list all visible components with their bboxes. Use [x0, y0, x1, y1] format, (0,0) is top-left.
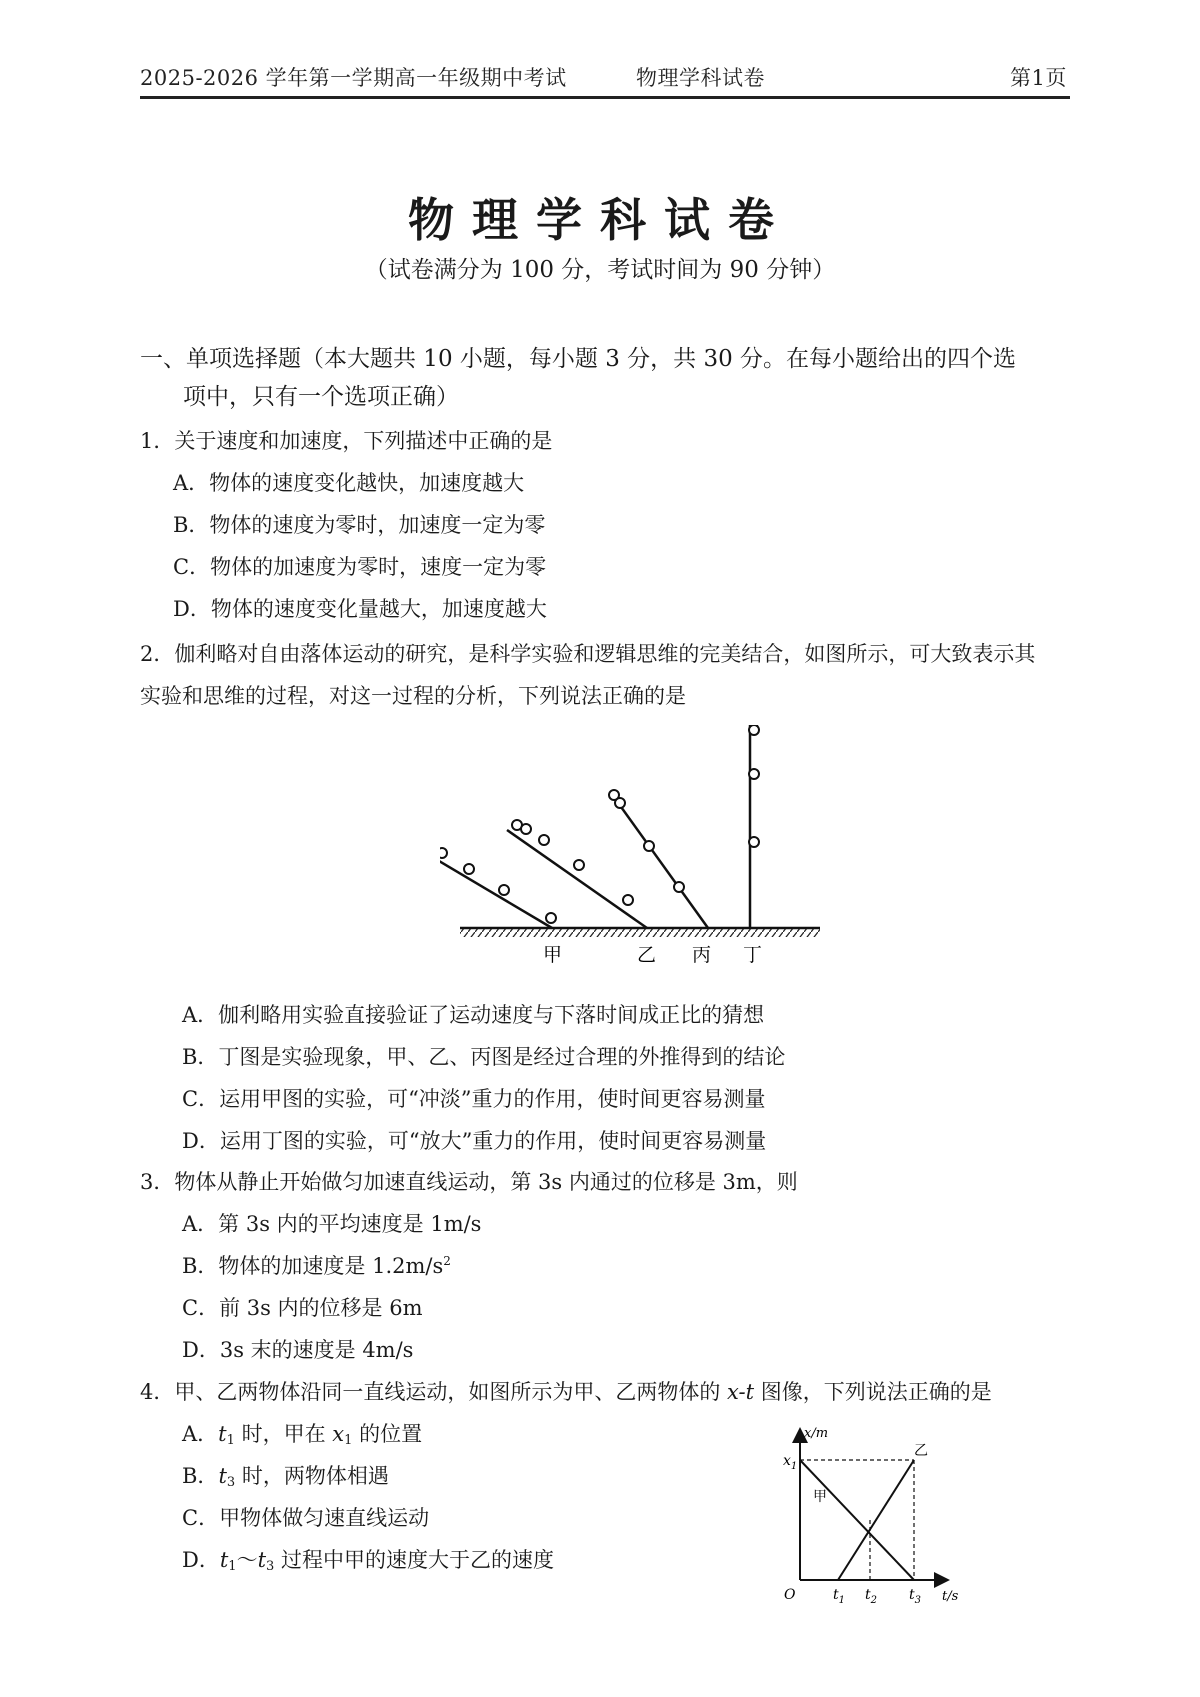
q4-a-t: t	[218, 1422, 227, 1446]
vertical-drop-ding	[749, 725, 759, 928]
xt-x-axis-label: t/s	[942, 1589, 959, 1604]
q4-a-x-sub: 1	[344, 1433, 353, 1448]
q4-d-t1-sub: 1	[228, 1559, 237, 1574]
q1-stem: 1．关于速度和加速度，下列描述中正确的是	[140, 429, 553, 453]
q4-stem-variable: x-t	[727, 1380, 755, 1404]
galileo-incline-figure	[440, 725, 830, 975]
q2-option-d: D．运用丁图的实验，可“放大”重力的作用，使时间更容易测量	[182, 1129, 767, 1153]
q4-d-prefix: D．	[182, 1548, 220, 1572]
q4-stem-part1: 4．甲、乙两物体沿同一直线运动，如图所示为甲、乙两物体的	[140, 1380, 728, 1404]
xt-t2-base: t	[865, 1587, 871, 1603]
q4-d-post: 过程中甲的速度大于乙的速度	[274, 1548, 554, 1572]
q4-option-a	[182, 1418, 422, 1448]
q4-b-post: 时，两物体相遇	[235, 1464, 389, 1488]
q4-a-x: x	[332, 1422, 345, 1446]
q4-b-t-sub: 3	[226, 1475, 236, 1490]
incline-yi	[507, 820, 647, 928]
xt-t3-base: t	[909, 1587, 915, 1603]
xt-x1-base: x	[783, 1453, 791, 1469]
xt-t2-label	[865, 1587, 877, 1605]
xt-x1-sub: 1	[790, 1461, 798, 1472]
xt-origin-label: O	[784, 1587, 796, 1603]
q3-option-d: D．3s 末的速度是 4m/s	[182, 1338, 414, 1362]
paper-title: 物理学科试卷	[408, 193, 792, 247]
header-page-number: 第1页	[1010, 66, 1067, 90]
q4-a-t-sub: 1	[226, 1433, 235, 1448]
q3-option-b	[182, 1250, 451, 1280]
xt-line-yi	[838, 1460, 914, 1580]
section-heading-line2: 项中，只有一个选项正确）	[183, 384, 459, 410]
q4-b-t: t	[218, 1464, 227, 1488]
q4-a-mid: 时，甲在	[234, 1422, 333, 1446]
q4-b-prefix: B．	[182, 1464, 219, 1488]
q2-stem-line2: 实验和思维的过程，对这一过程的分析，下列说法正确的是	[140, 684, 686, 708]
q4-d-t1: t	[219, 1548, 229, 1572]
section-heading-line1: 一、单项选择题（本大题共 10 小题，每小题 3 分，共 30 分。在每小题给出的四个选	[140, 346, 1017, 372]
q3-option-a: A．第 3s 内的平均速度是 1m/s	[182, 1212, 482, 1236]
label-jia: 甲	[543, 944, 563, 966]
q3-option-b-exponent: 2	[443, 1254, 451, 1268]
q4-option-c: C．甲物体做匀速直线运动	[182, 1506, 430, 1530]
xt-t1-label	[833, 1587, 845, 1605]
label-bing: 丙	[692, 944, 712, 966]
xt-t2-sub: 2	[870, 1595, 878, 1605]
xt-t3-label	[909, 1587, 921, 1605]
q1-option-b: B．物体的速度为零时，加速度一定为零	[173, 513, 546, 537]
xt-label-yi: 乙	[914, 1443, 928, 1459]
q4-d-t3: t	[257, 1548, 267, 1572]
incline-bing	[609, 790, 708, 928]
q2-option-b: B．丁图是实验现象，甲、乙、丙图是经过合理的外推得到的结论	[182, 1045, 786, 1069]
q4-option-d	[182, 1544, 554, 1574]
q4-stem	[140, 1376, 992, 1406]
q4-a-prefix: A．	[182, 1422, 219, 1446]
q4-d-tilde: ～	[236, 1548, 258, 1572]
q2-stem-line1: 2．伽利略对自由落体运动的研究，是科学实验和逻辑思维的完美结合，如图所示，可大致表示其	[140, 642, 1036, 666]
xt-y-axis-label: x/m	[804, 1426, 829, 1441]
xt-x1-label	[783, 1453, 797, 1472]
q4-a-post: 的位置	[352, 1422, 423, 1446]
xt-label-jia: 甲	[813, 1489, 827, 1505]
xt-line-jia	[800, 1460, 914, 1580]
q3-stem: 3．物体从静止开始做匀加速直线运动，第 3s 内通过的位移是 3m，则	[140, 1170, 798, 1194]
q3-option-c: C．前 3s 内的位移是 6m	[182, 1296, 423, 1320]
q2-option-a: A．伽利略用实验直接验证了运动速度与下落时间成正比的猜想	[182, 1003, 765, 1027]
label-ding: 丁	[743, 944, 763, 966]
header-divider	[140, 96, 1070, 99]
header-subject: 物理学科试卷	[636, 66, 765, 90]
q4-stem-part2: 图像，下列说法正确的是	[754, 1380, 992, 1404]
ground-hatching	[460, 929, 820, 937]
xt-graph	[770, 1425, 980, 1605]
paper-subtitle: （试卷满分为 100 分，考试时间为 90 分钟）	[364, 257, 836, 283]
xt-t1-sub: 1	[838, 1595, 846, 1605]
q4-d-t3-sub: 3	[266, 1559, 275, 1574]
q1-option-c: C．物体的加速度为零时，速度一定为零	[173, 555, 547, 579]
q2-option-c: C．运用甲图的实验，可“冲淡”重力的作用，使时间更容易测量	[182, 1087, 766, 1111]
xt-t1-base: t	[833, 1587, 839, 1603]
header-exam-title: 2025-2026 学年第一学期高一年级期中考试	[140, 66, 567, 90]
q1-option-d: D．物体的速度变化量越大，加速度越大	[173, 597, 547, 621]
q4-option-b	[182, 1460, 389, 1490]
q3-option-b-text: B．物体的加速度是 1.2m/s	[182, 1254, 444, 1278]
xt-t3-sub: 3	[914, 1595, 922, 1605]
incline-jia	[440, 834, 556, 928]
label-yi: 乙	[637, 944, 657, 966]
q1-option-a: A．物体的速度变化越快，加速度越大	[173, 471, 525, 495]
